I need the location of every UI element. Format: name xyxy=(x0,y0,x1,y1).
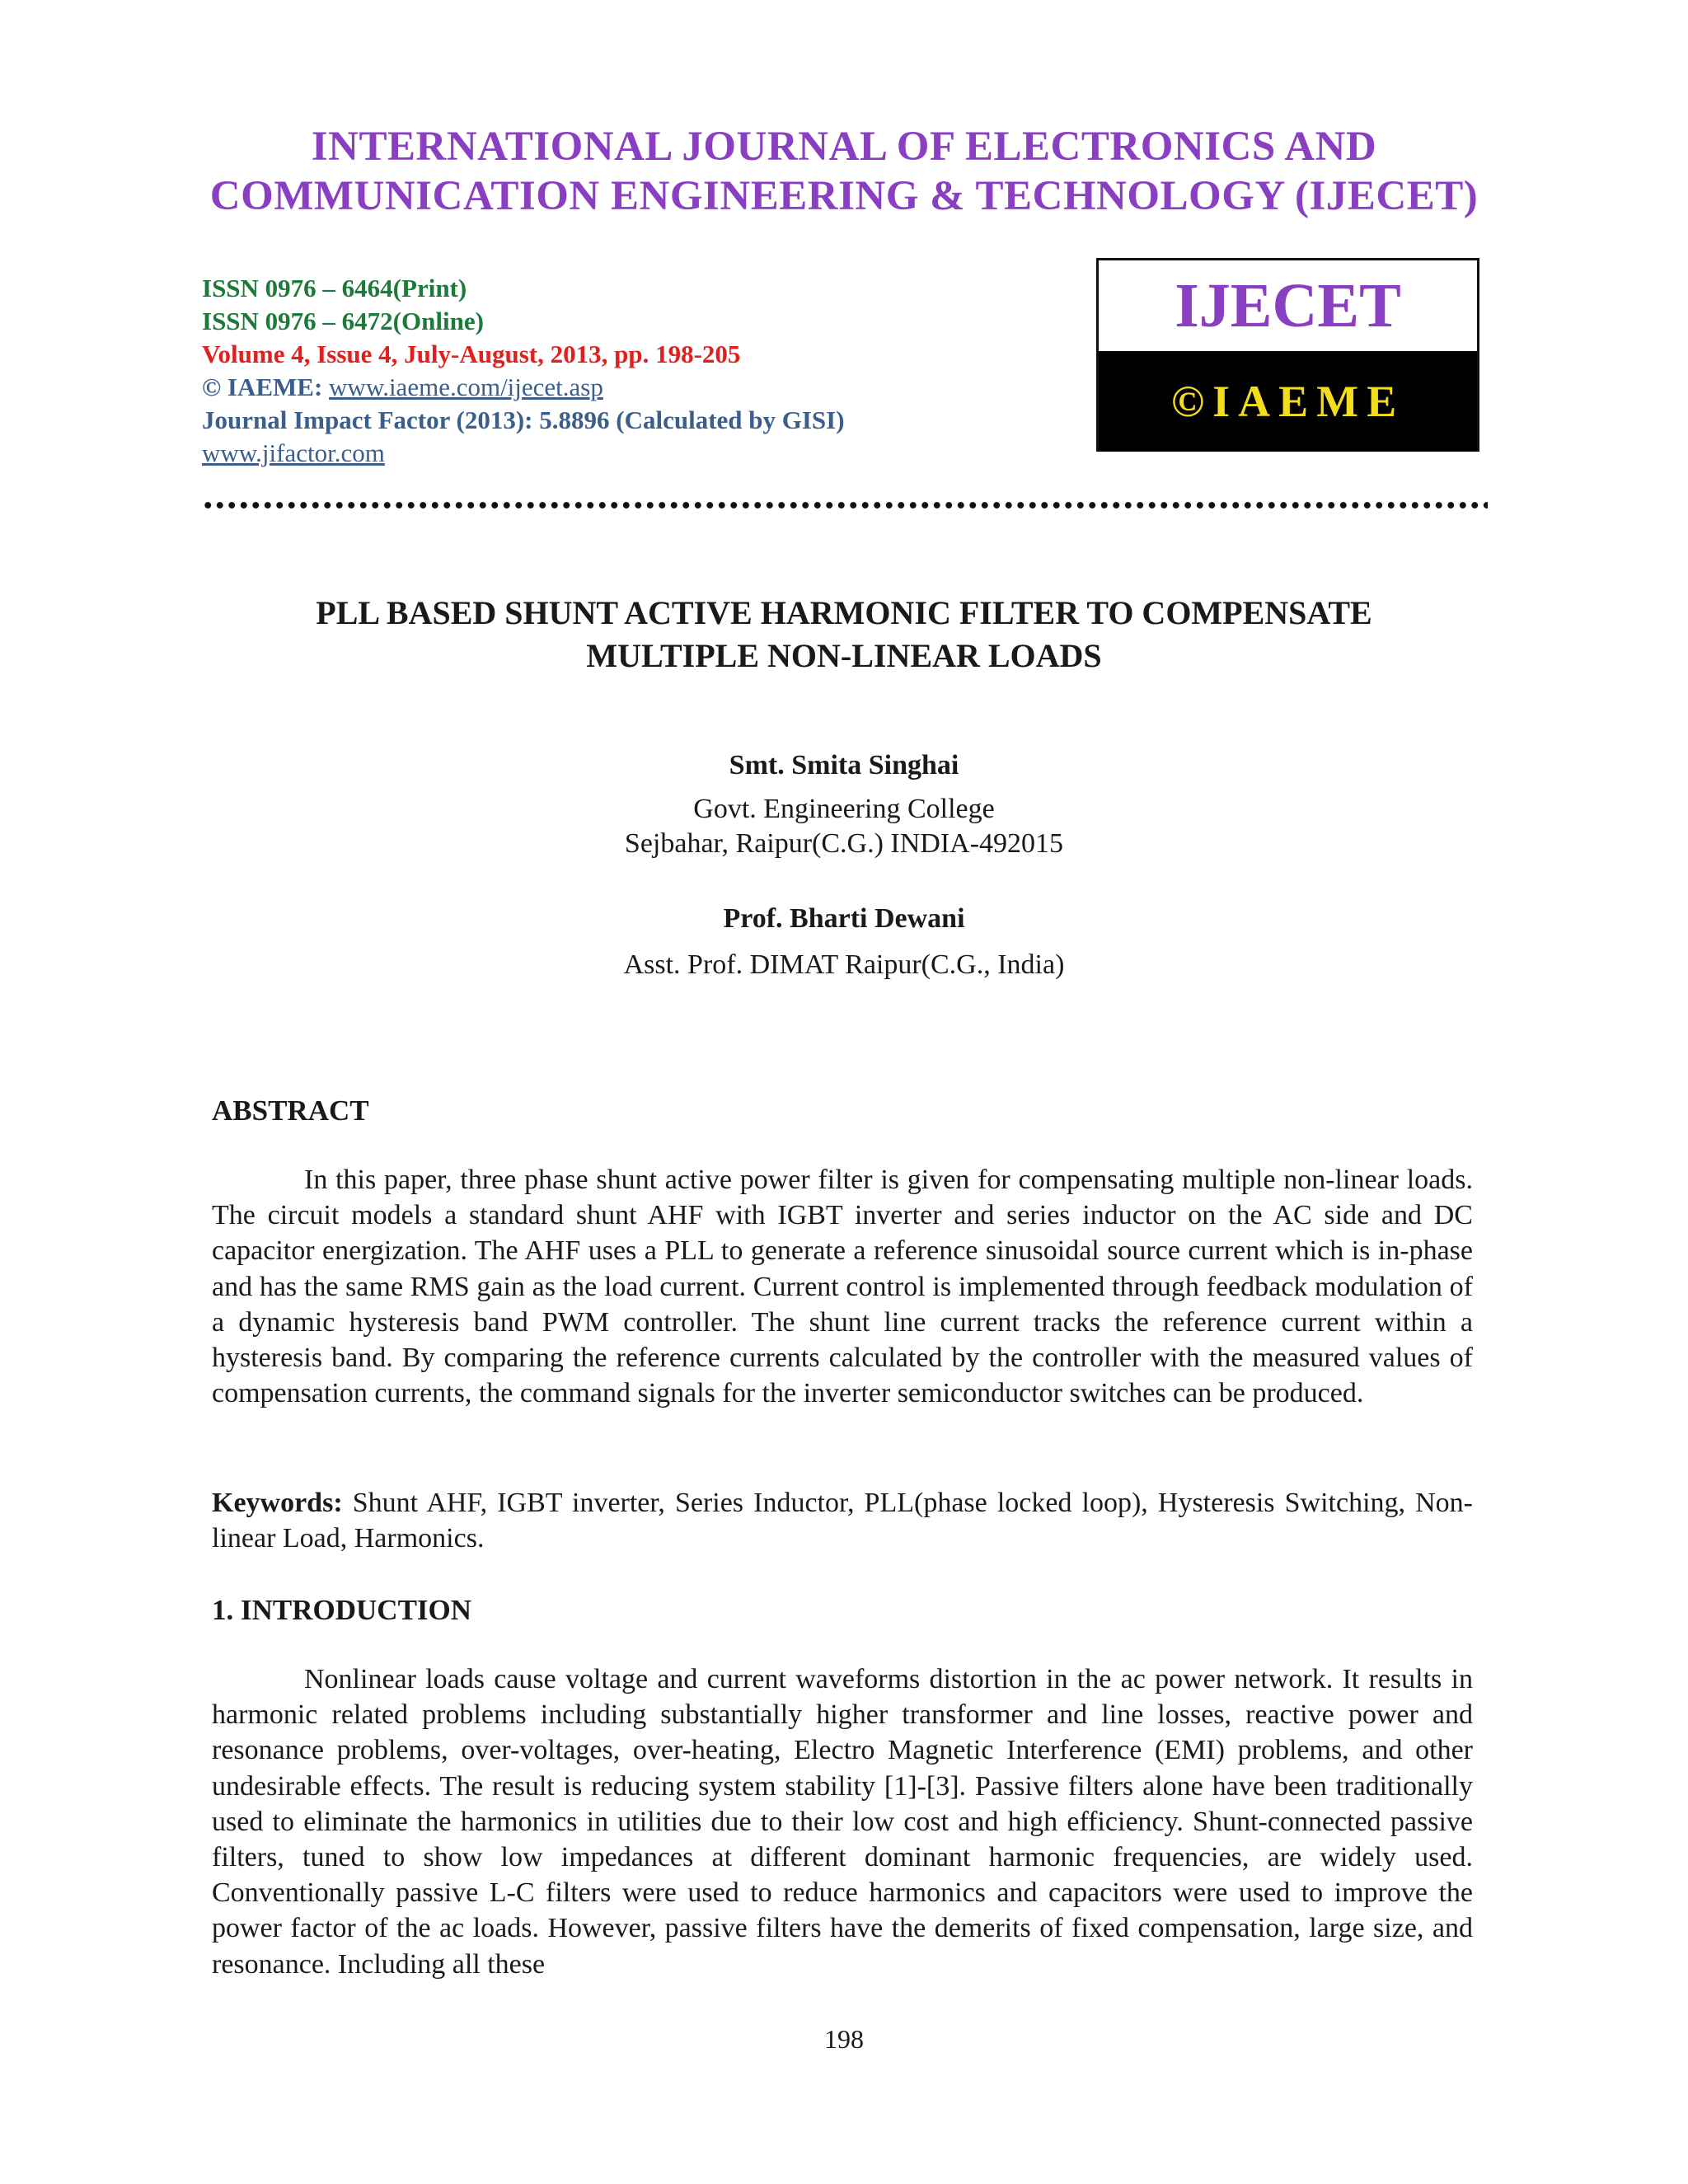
author-name: Smt. Smita Singhai xyxy=(729,750,959,780)
issn-print: ISSN 0976 – 6464(Print) xyxy=(202,274,467,302)
volume-info: Volume 4, Issue 4, July-August, 2013, pp. 198-205 xyxy=(202,340,741,368)
author-block-1 xyxy=(0,748,1688,861)
paper-title-line-1: PLL BASED SHUNT ACTIVE HARMONIC FILTER TO COMPENSATE xyxy=(316,594,1372,631)
logo-ijecet-text: IJECET xyxy=(1175,271,1401,340)
iaeme-link[interactable]: www.iaeme.com/ijecet.asp xyxy=(329,373,603,401)
keywords-text: Shunt AHF, IGBT inverter, Series Inductor, PLL(phase locked loop), Hysteresis Switching, Non-linear Load, Harmonics. xyxy=(212,1488,1473,1554)
abstract-body: In this paper, three phase shunt active power filter is given for compensating multiple non-linear loads. The circuit models a standard shunt AHF with IGBT inverter and series inductor on the AC side and DC capacitor energization. The AHF uses a PLL to generate a reference sinusoidal source current which is in-phase and has the same RMS gain as the load current. Current control is implemented through feedback modulation of a dynamic hysteresis band PWM controller. The shunt line current tracks the reference current within a hysteresis band. By comparing the reference currents calculated by the controller with the measured values of compensation currents, the command signals for the inverter semiconductor switches can be produced. xyxy=(212,1165,1473,1409)
journal-title-line-1: INTERNATIONAL JOURNAL OF ELECTRONICS AND xyxy=(311,124,1377,170)
logo-iaeme-text: ©IAEME xyxy=(1099,351,1477,452)
keywords xyxy=(212,1485,1473,1556)
author-block-2 xyxy=(0,902,1688,982)
iaeme-label: © IAEME: xyxy=(202,373,330,401)
paper-title xyxy=(0,592,1688,677)
abstract-heading: ABSTRACT xyxy=(212,1094,369,1127)
abstract-text xyxy=(212,1162,1473,1411)
page-number: 198 xyxy=(824,2024,864,2054)
author-affiliation: Asst. Prof. DIMAT Raipur(C.G., India) xyxy=(623,949,1065,980)
journal-title-line-2: COMMUNICATION ENGINEERING & TECHNOLOGY (IJECET) xyxy=(209,173,1479,219)
introduction-body: Nonlinear loads cause voltage and current waveforms distortion in the ac power network. It results in harmonic related problems including substantially higher transformer and line losses, reactive power and resonance problems, over-voltages, over-heating, Electro Magnetic Interference (EMI) problems, and other undesirable effects. The result is reducing system stability [1]-[3]. Passive filters alone have been traditionally used to eliminate the harmonics in utilities due to their low cost and high efficiency. Shunt-connected passive filters, tuned to show low impedances at different dominant harmonic frequencies, are widely used. Conventionally passive L-C filters were used to reduce harmonics and capacitors were used to improve the power factor of the ac loads. However, passive filters have the demerits of fixed compensation, large size, and resonance. Including all these xyxy=(212,1664,1473,1980)
author-affiliation: Govt. Engineering College xyxy=(693,794,995,824)
jifactor-line xyxy=(202,437,944,470)
introduction-heading: 1. INTRODUCTION xyxy=(212,1594,472,1626)
dotted-divider xyxy=(202,499,1488,511)
author-affiliation: Sejbahar, Raipur(C.G.) INDIA-492015 xyxy=(624,828,1064,859)
journal-logo xyxy=(1096,258,1479,452)
introduction-text xyxy=(212,1661,1473,1982)
journal-meta xyxy=(202,272,944,470)
iaeme-line xyxy=(202,371,944,404)
jifactor-link[interactable]: www.jifactor.com xyxy=(202,438,385,467)
paper-title-line-2: MULTIPLE NON-LINEAR LOADS xyxy=(586,637,1102,674)
journal-title xyxy=(0,122,1688,221)
author-name: Prof. Bharti Dewani xyxy=(723,903,965,934)
impact-factor: Journal Impact Factor (2013): 5.8896 (Calculated by GISI) xyxy=(202,405,845,434)
keywords-label: Keywords: xyxy=(212,1488,343,1518)
issn-online: ISSN 0976 – 6472(Online) xyxy=(202,307,484,335)
